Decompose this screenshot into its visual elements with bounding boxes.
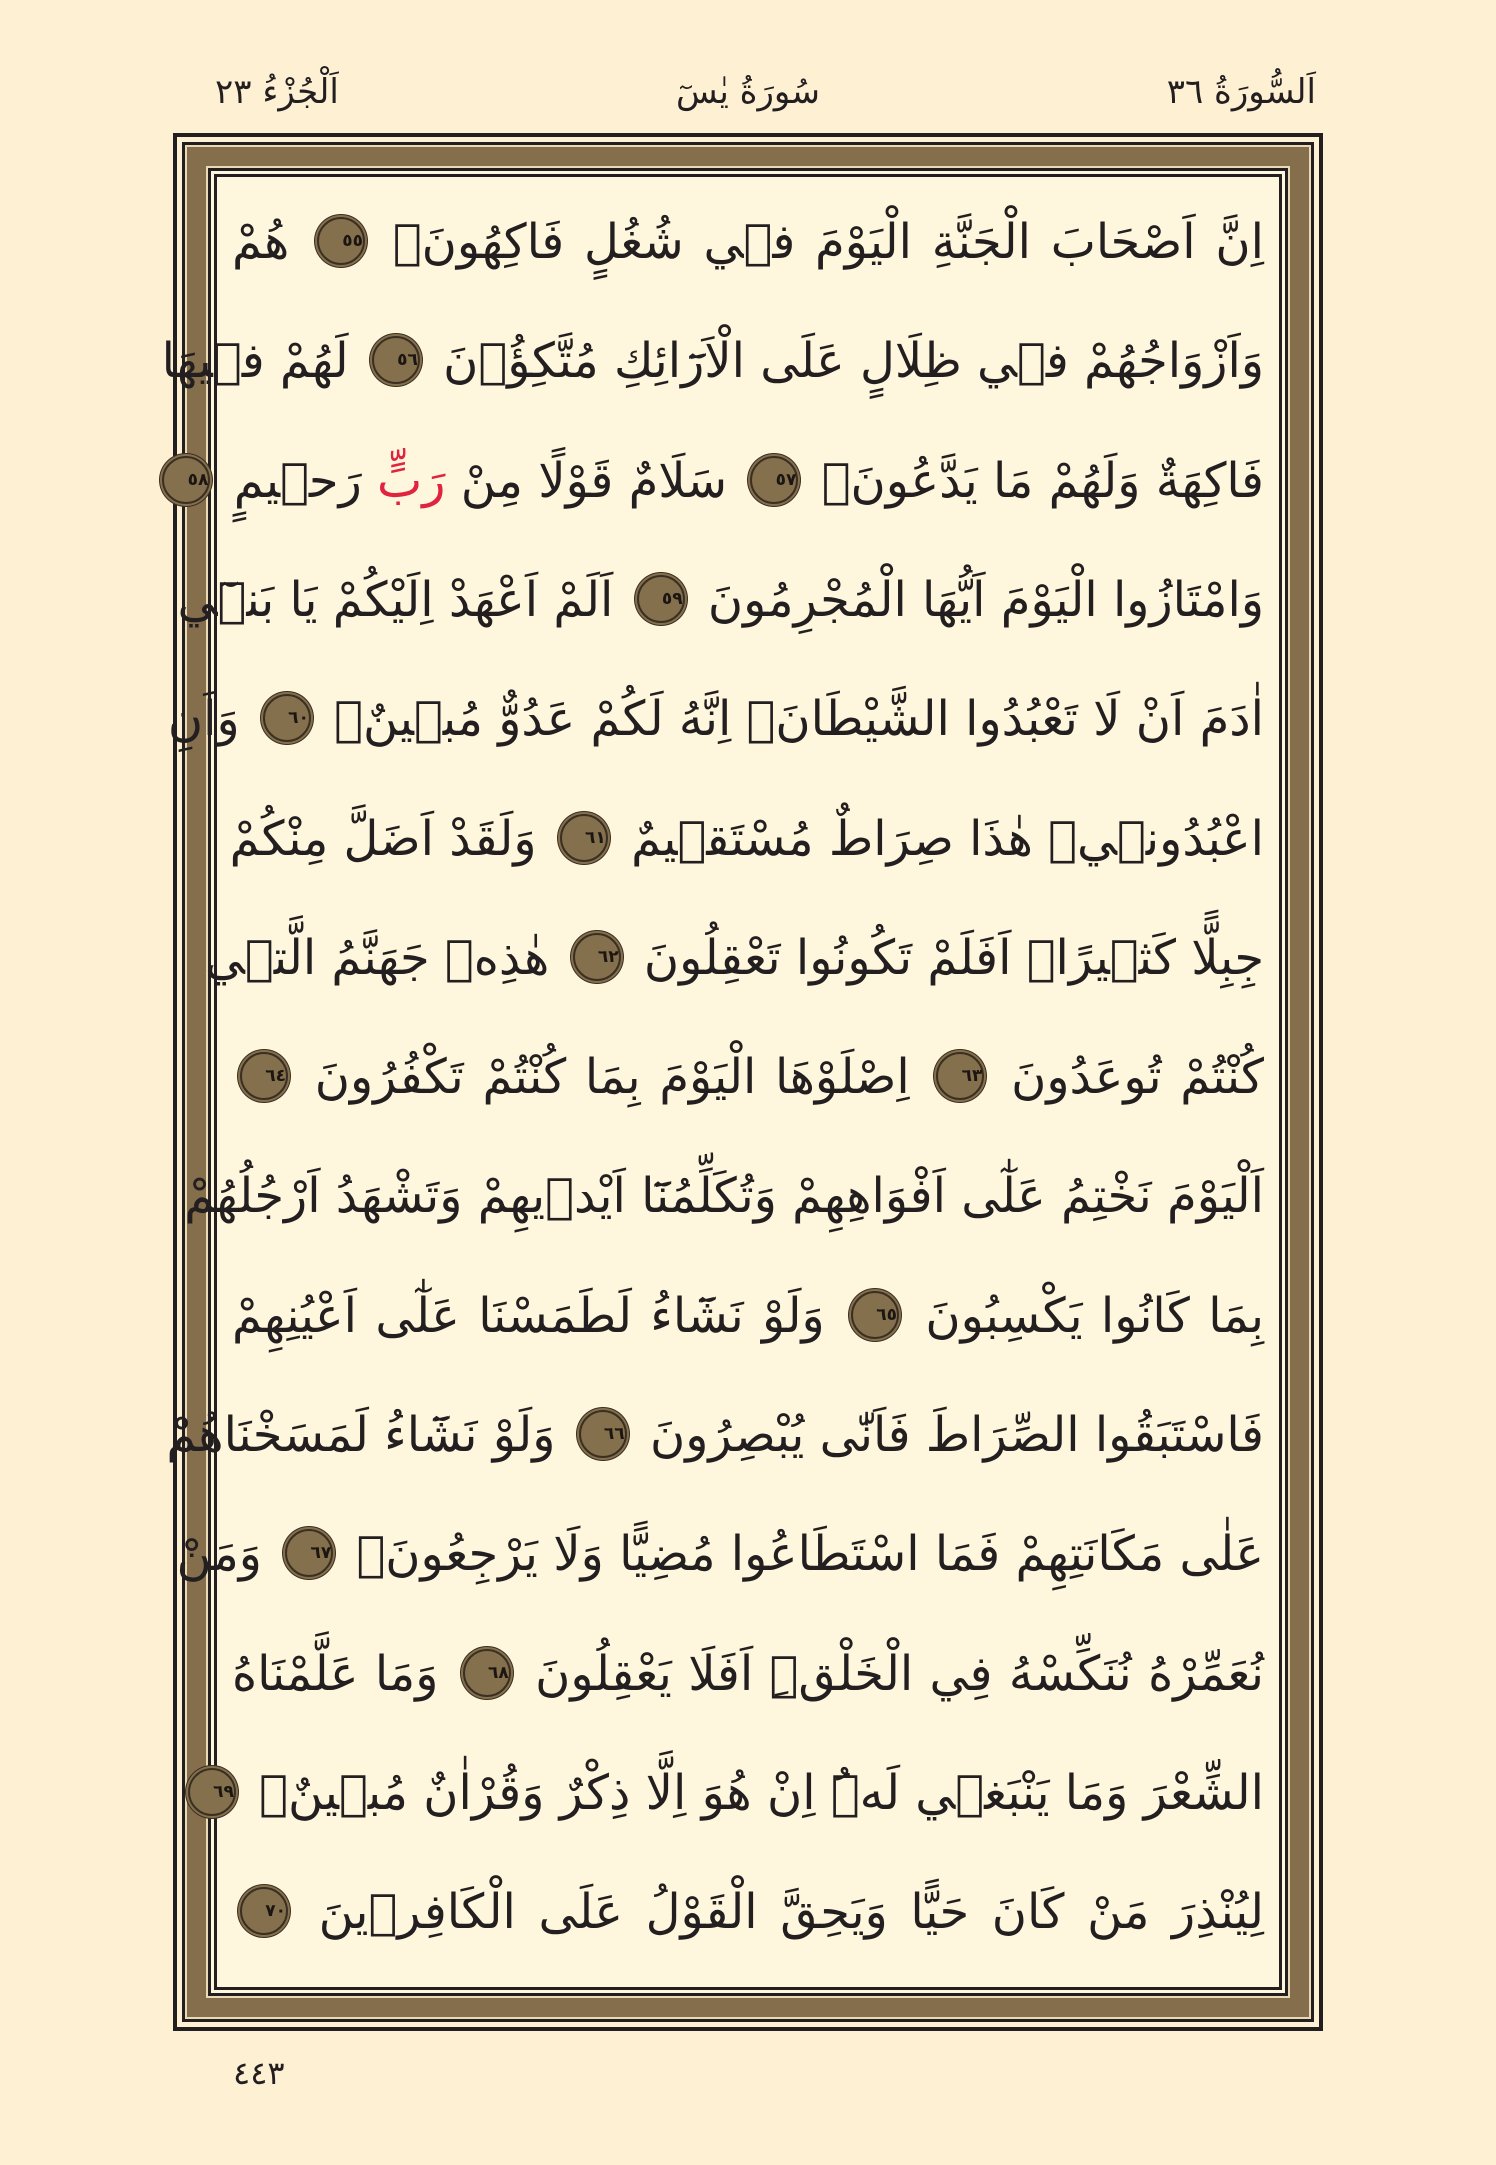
ayah-number-medallion: ٦٢	[573, 933, 621, 981]
verse-text: هٰذِه۪ جَهَنَّمُ الَّت۪ي	[204, 929, 550, 986]
surah-name: سُورَةُ يٰسٓ	[676, 72, 820, 112]
verse-text: بِمَا كَانُوا يَكْسِبُونَ	[925, 1287, 1264, 1344]
verse-text: جِبِلًّا كَث۪يرًاۜ اَفَلَمْ تَكُونُوا تَعْقِلُونَ	[643, 929, 1264, 986]
verse-text: فَاسْتَبَقُوا الصِّرَاطَ فَاَنّٰى يُبْصِرُونَ	[649, 1407, 1264, 1463]
verse-line	[232, 1858, 1264, 1966]
verse-text: وَلَوْ نَشَٓاءُ لَمَسَخْنَاهُمْ	[166, 1407, 556, 1463]
ayah-number-medallion: ٦٩	[188, 1768, 236, 1816]
verse-line	[176, 1500, 1264, 1608]
verse-text: وَمَنْ	[176, 1526, 262, 1583]
ayah-number-medallion: ٥٩	[637, 575, 685, 623]
verse-line	[166, 1381, 1264, 1489]
page-number: ٤٤٣	[233, 2054, 285, 2092]
ayah-number-medallion: ٥٧	[750, 456, 798, 504]
juz-label: اَلْجُزْءُ ٢٣	[215, 72, 339, 112]
ayah-number-medallion: ٦١	[560, 814, 608, 862]
verse-line	[167, 665, 1264, 773]
verse-text: سَلَامٌ قَوْلًا مِنْ	[460, 452, 728, 509]
verse-text: رَح۪يمٍ	[233, 452, 362, 509]
quran-text-area	[161, 188, 1265, 1978]
ayah-number-medallion: ٦٣	[936, 1052, 984, 1100]
verse-line	[161, 307, 1264, 415]
verse-text: وَاَزْوَاجُهُمْ ف۪ي ظِلَالٍ عَلَى الْاَرَٓائِكِ مُتَّكِؤُ۫نَ	[443, 333, 1264, 390]
verse-text: وَامْتَازُوا الْيَوْمَ اَيُّهَا الْمُجْرِمُونَ	[707, 571, 1264, 628]
verse-line	[204, 904, 1264, 1012]
verse-text: عَلٰى مَكَانَتِهِمْ فَمَا اسْتَطَاعُوا مُضِيًّا وَلَا يَرْجِعُونَ۠	[356, 1526, 1264, 1583]
ayah-number-medallion: ٧٠	[240, 1887, 288, 1935]
ayah-number-medallion: ٦٠	[263, 694, 311, 742]
verse-line	[232, 1262, 1264, 1370]
verse-line	[232, 188, 1264, 296]
ayah-number-medallion: ٦٦	[579, 1410, 627, 1458]
verse-text: اَلْيَوْمَ نَخْتِمُ عَلٰٓى اَفْوَاهِهِمْ وَتُكَلِّمُنَٓا اَيْد۪يهِمْ وَتَشْهَدُ اَرْجُلُهُمْ	[184, 1168, 1264, 1225]
highlighted-word: رَبٍّ	[377, 452, 446, 509]
ayah-number-medallion: ٥٥	[317, 217, 365, 265]
ayah-number-medallion: ٥٨	[162, 456, 210, 504]
verse-text: وَاَنِ	[167, 691, 240, 748]
verse-text: اعْبُدُون۪يۜ هٰذَا صِرَاطٌ مُسْتَق۪يمٌ	[631, 810, 1264, 867]
verse-text: كُنْتُمْ تُوعَدُونَ	[1011, 1049, 1265, 1106]
verse-text: هُمْ	[232, 214, 290, 270]
verse-line	[232, 1620, 1264, 1728]
verse-text: الشِّعْرَ وَمَا يَنْبَغ۪ي لَهُۜ اِنْ هُوَ اِلَّا ذِكْرٌ وَقُرْاٰنٌ مُب۪ينٌۙ	[259, 1764, 1264, 1821]
ayah-number-medallion: ٦٧	[285, 1529, 333, 1577]
verse-line	[187, 427, 1264, 535]
verse-text: نُعَمِّرْهُ نُنَكِّسْهُ فِي الْخَلْقِۜ اَفَلَا يَعْقِلُونَ	[535, 1645, 1265, 1702]
verse-line	[229, 785, 1264, 893]
verse-text: وَلَوْ نَشَٓاءُ لَطَمَسْنَا عَلٰٓى اَعْيُنِهِمْ	[232, 1287, 825, 1344]
verse-text: وَلَقَدْ اَضَلَّ مِنْكُمْ	[229, 810, 537, 867]
verse-line	[232, 1023, 1264, 1131]
ayah-number-medallion: ٦٨	[463, 1649, 511, 1697]
verse-text: لِيُنْذِرَ مَنْ كَانَ حَيًّا وَيَحِقَّ الْقَوْلُ عَلَى الْكَافِر۪ينَ	[318, 1884, 1265, 1941]
verse-text: لَهُمْ ف۪يهَا	[161, 333, 349, 390]
verse-line	[213, 1739, 1264, 1847]
surah-number-label: اَلسُّورَةُ ٣٦	[1166, 72, 1316, 112]
page-header	[0, 62, 1496, 122]
verse-text: وَمَا عَلَّمْنَاهُ	[232, 1645, 439, 1702]
ayah-number-medallion: ٦٥	[851, 1291, 899, 1339]
verse-line	[177, 546, 1264, 654]
verse-line	[184, 1142, 1264, 1250]
verse-text: اِنَّ اَصْحَابَ الْجَنَّةِ الْيَوْمَ ف۪ي شُغُلٍ فَاكِهُونَۚ	[392, 214, 1264, 270]
verse-text: فَاكِهَةٌ وَلَهُمْ مَا يَدَّعُونَۚ	[821, 452, 1264, 509]
verse-text: اٰدَمَ اَنْ لَا تَعْبُدُوا الشَّيْطَانَۚ اِنَّهُ لَكُمْ عَدُوٌّ مُب۪ينٌۙ	[334, 691, 1264, 748]
verse-text: اِصْلَوْهَا الْيَوْمَ بِمَا كُنْتُمْ تَكْفُرُونَ	[314, 1049, 910, 1106]
ayah-number-medallion: ٥٦	[372, 336, 420, 384]
ayah-number-medallion: ٦٤	[240, 1052, 288, 1100]
verse-text: اَلَمْ اَعْهَدْ اِلَيْكُمْ يَا بَن۪ٓي	[177, 571, 614, 628]
